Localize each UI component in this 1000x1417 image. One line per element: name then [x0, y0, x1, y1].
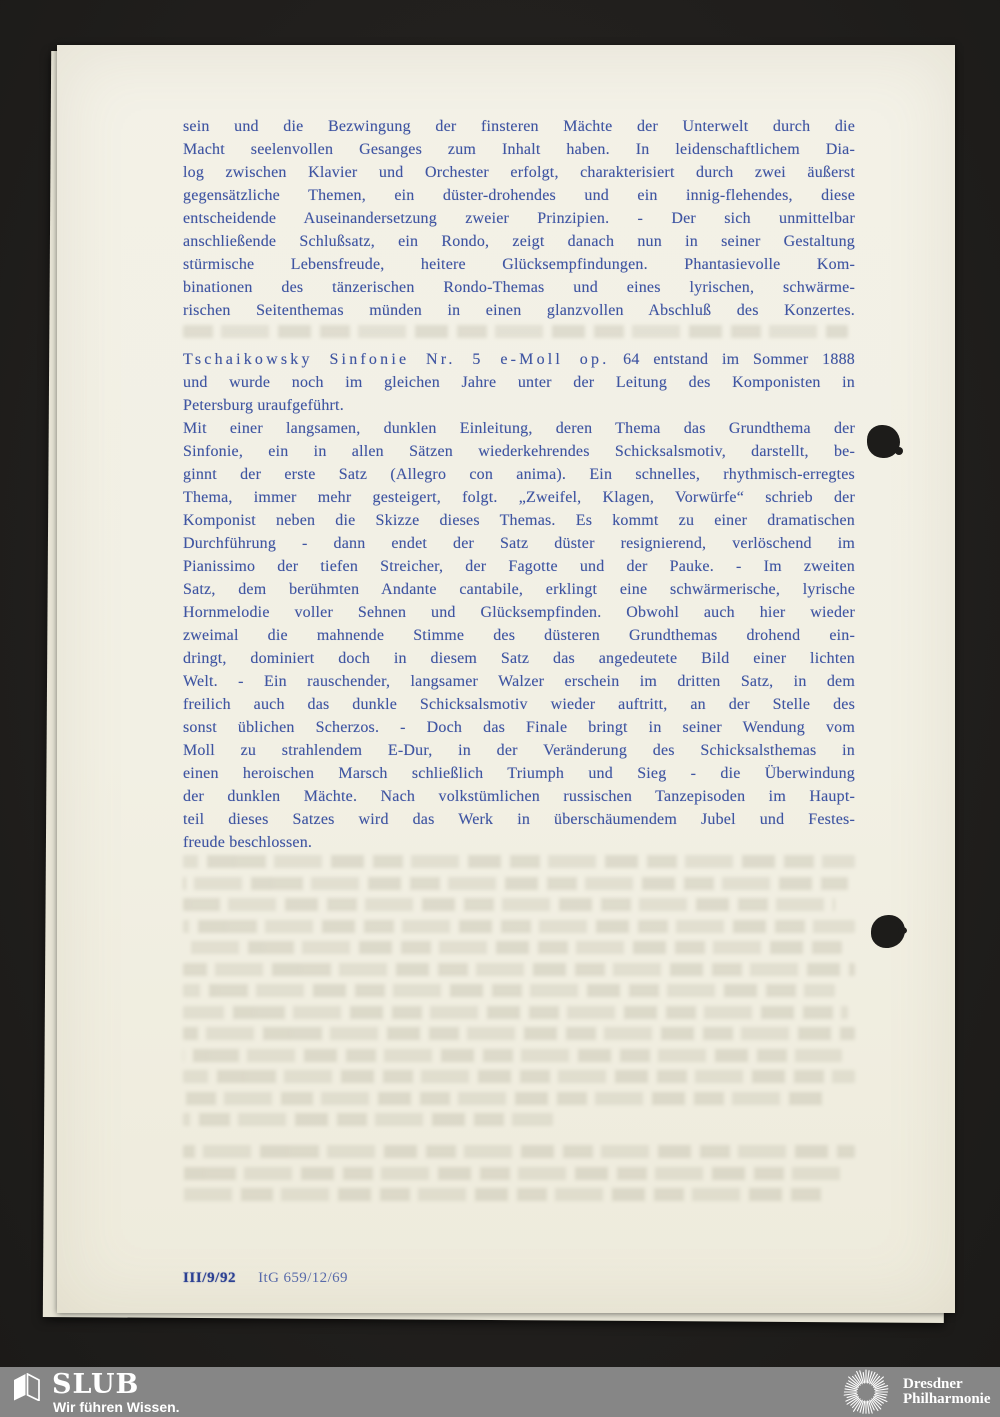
text-line: Mit einer langsamen, dunklen Einleitung, deren Thema das Grundthema der: [183, 420, 855, 437]
slub-wordmark: SLUB: [52, 1369, 140, 1400]
print-permit-number: ItG 659/12/69: [258, 1270, 348, 1286]
text-line: der dunklen Mächte. Nach volkstümlichen russischen Tanzepisoden im Haupt-: [183, 788, 855, 805]
ghost-line: [183, 877, 848, 890]
open-book-icon: [13, 1373, 40, 1401]
text-line: freude beschlossen.: [183, 834, 313, 851]
text-line: Pianissimo der tiefen Streicher, der Fagotte und der Pauke. - Im zweiten: [183, 558, 855, 575]
archive-stamp: III/9/92: [183, 1270, 237, 1286]
ghost-line: [183, 920, 855, 933]
text-line: entscheidende Auseinandersetzung zweier Prinzipien. - Der sich unmittelbar: [183, 210, 855, 227]
footer-bar: [0, 1367, 1000, 1417]
ghost-line: [183, 1145, 855, 1158]
stamp-row: [183, 1270, 348, 1287]
text-line: Satz, dem berühmten Andante cantabile, erklingt eine schwärmerische, lyrische: [183, 581, 855, 598]
text-line: log zwischen Klavier und Orchester erfolgt, charakterisiert durch zwei äußerst: [183, 164, 855, 181]
ink-dot: [871, 915, 905, 948]
slub-tagline: Wir führen Wissen.: [53, 1399, 180, 1415]
ghost-paragraph: [183, 1145, 855, 1210]
text-line: Komponist neben die Skizze dieses Themas. Es kommt zu einer dramatischen: [183, 512, 855, 529]
text-line: ginnt der erste Satz (Allegro con anima). Ein schnelles, rhythmisch-erregtes: [183, 466, 855, 483]
philharmonie-name: [903, 1377, 991, 1407]
text-line: Macht seelenvollen Gesanges zum Inhalt haben. In leidenschaftlichem Dia-: [183, 141, 855, 158]
text-line-heading: [183, 348, 855, 371]
text-line: und wurde noch im gleichen Jahre unter der Leitung des Komponisten in: [183, 374, 855, 391]
ghost-line: [183, 1070, 855, 1083]
title-rest-text: 64 entstand im Sommer 1888: [609, 351, 855, 368]
text-line: Petersburg uraufgeführt.: [183, 397, 344, 414]
text-line: stürmische Lebensfreude, heitere Glücksempfindungen. Phantasievolle Kom-: [183, 256, 855, 273]
text-line: anschließende Schlußsatz, ein Rondo, zeigt danach nun in seiner Gestaltung: [183, 233, 855, 250]
ink-dot: [867, 425, 900, 458]
text-line: sonst üblichen Scherzos. - Doch das Finale bringt in seiner Wendung vom: [183, 719, 855, 736]
text-line: Welt. - Ein rauschender, langsamer Walzer erschein im dritten Satz, in dem: [183, 673, 855, 690]
ghost-line: [183, 963, 855, 976]
typed-text-block: [183, 115, 855, 854]
starburst-icon: [843, 1369, 889, 1415]
text-line: zweimal die mahnende Stimme des düsteren Grundthemas drohend ein-: [183, 627, 855, 644]
spaced-title-text: Tschaikowsky Sinfonie Nr. 5 e-Moll op.: [183, 351, 610, 368]
ghost-line: [183, 1027, 855, 1040]
text-line: dringt, dominiert doch in diesem Satz das angedeutete Bild einer lichten: [183, 650, 855, 667]
ghost-line: [183, 1188, 828, 1201]
ghost-line: [183, 941, 842, 954]
ghost-paragraph: [183, 855, 855, 1135]
ghost-line: [183, 984, 835, 997]
text-line: Thema, immer mehr gesteigert, folgt. „Zweifel, Klagen, Vorwürfe“ schrieb der: [183, 489, 855, 506]
ghost-line: [183, 1006, 848, 1019]
scanned-page: [57, 45, 955, 1313]
ghost-line: [183, 325, 848, 338]
ghost-line: [183, 1092, 828, 1105]
text-line: binationen des tänzerischen Rondo-Themas und eines lyrischen, schwärme-: [183, 279, 855, 296]
ghost-line: [183, 898, 835, 911]
ghost-line: [183, 1113, 553, 1126]
text-line: teil dieses Satzes wird das Werk in überschäumendem Jubel und Festes-: [183, 811, 855, 828]
philharmonie-name-line1: Dresdner: [903, 1376, 963, 1392]
philharmonie-name-line2: Philharmonie: [903, 1391, 991, 1407]
text-line: Durchführung - dann endet der Satz düster resignierend, verlöschend im: [183, 535, 855, 552]
text-line: Sinfonie, ein in allen Sätzen wiederkehrendes Schicksalsmotiv, darstellt, be-: [183, 443, 855, 460]
ghost-line: [183, 1049, 842, 1062]
ghost-line: [183, 1167, 848, 1180]
text-line: freilich auch das dunkle Schicksalsmotiv wieder auftritt, an der Stelle des: [183, 696, 855, 713]
text-line: Moll zu strahlendem E-Dur, in der Veränderung des Schicksalsthemas in: [183, 742, 855, 759]
ghost-paragraph: [183, 325, 855, 347]
text-line: sein und die Bezwingung der finsteren Mächte der Unterwelt durch die: [183, 118, 855, 135]
ghost-line: [183, 855, 855, 868]
text-line: Hornmelodie voller Sehnen und Glücksempfinden. Obwohl auch hier wieder: [183, 604, 855, 621]
text-line: rischen Seitenthemas münden in einen glanzvollen Abschluß des Konzertes.: [183, 302, 855, 319]
text-line: gegensätzliche Themen, ein düster-drohendes und ein innig-flehendes, diese: [183, 187, 855, 204]
text-line: einen heroischen Marsch schließlich Triumph und Sieg - die Überwindung: [183, 765, 855, 782]
